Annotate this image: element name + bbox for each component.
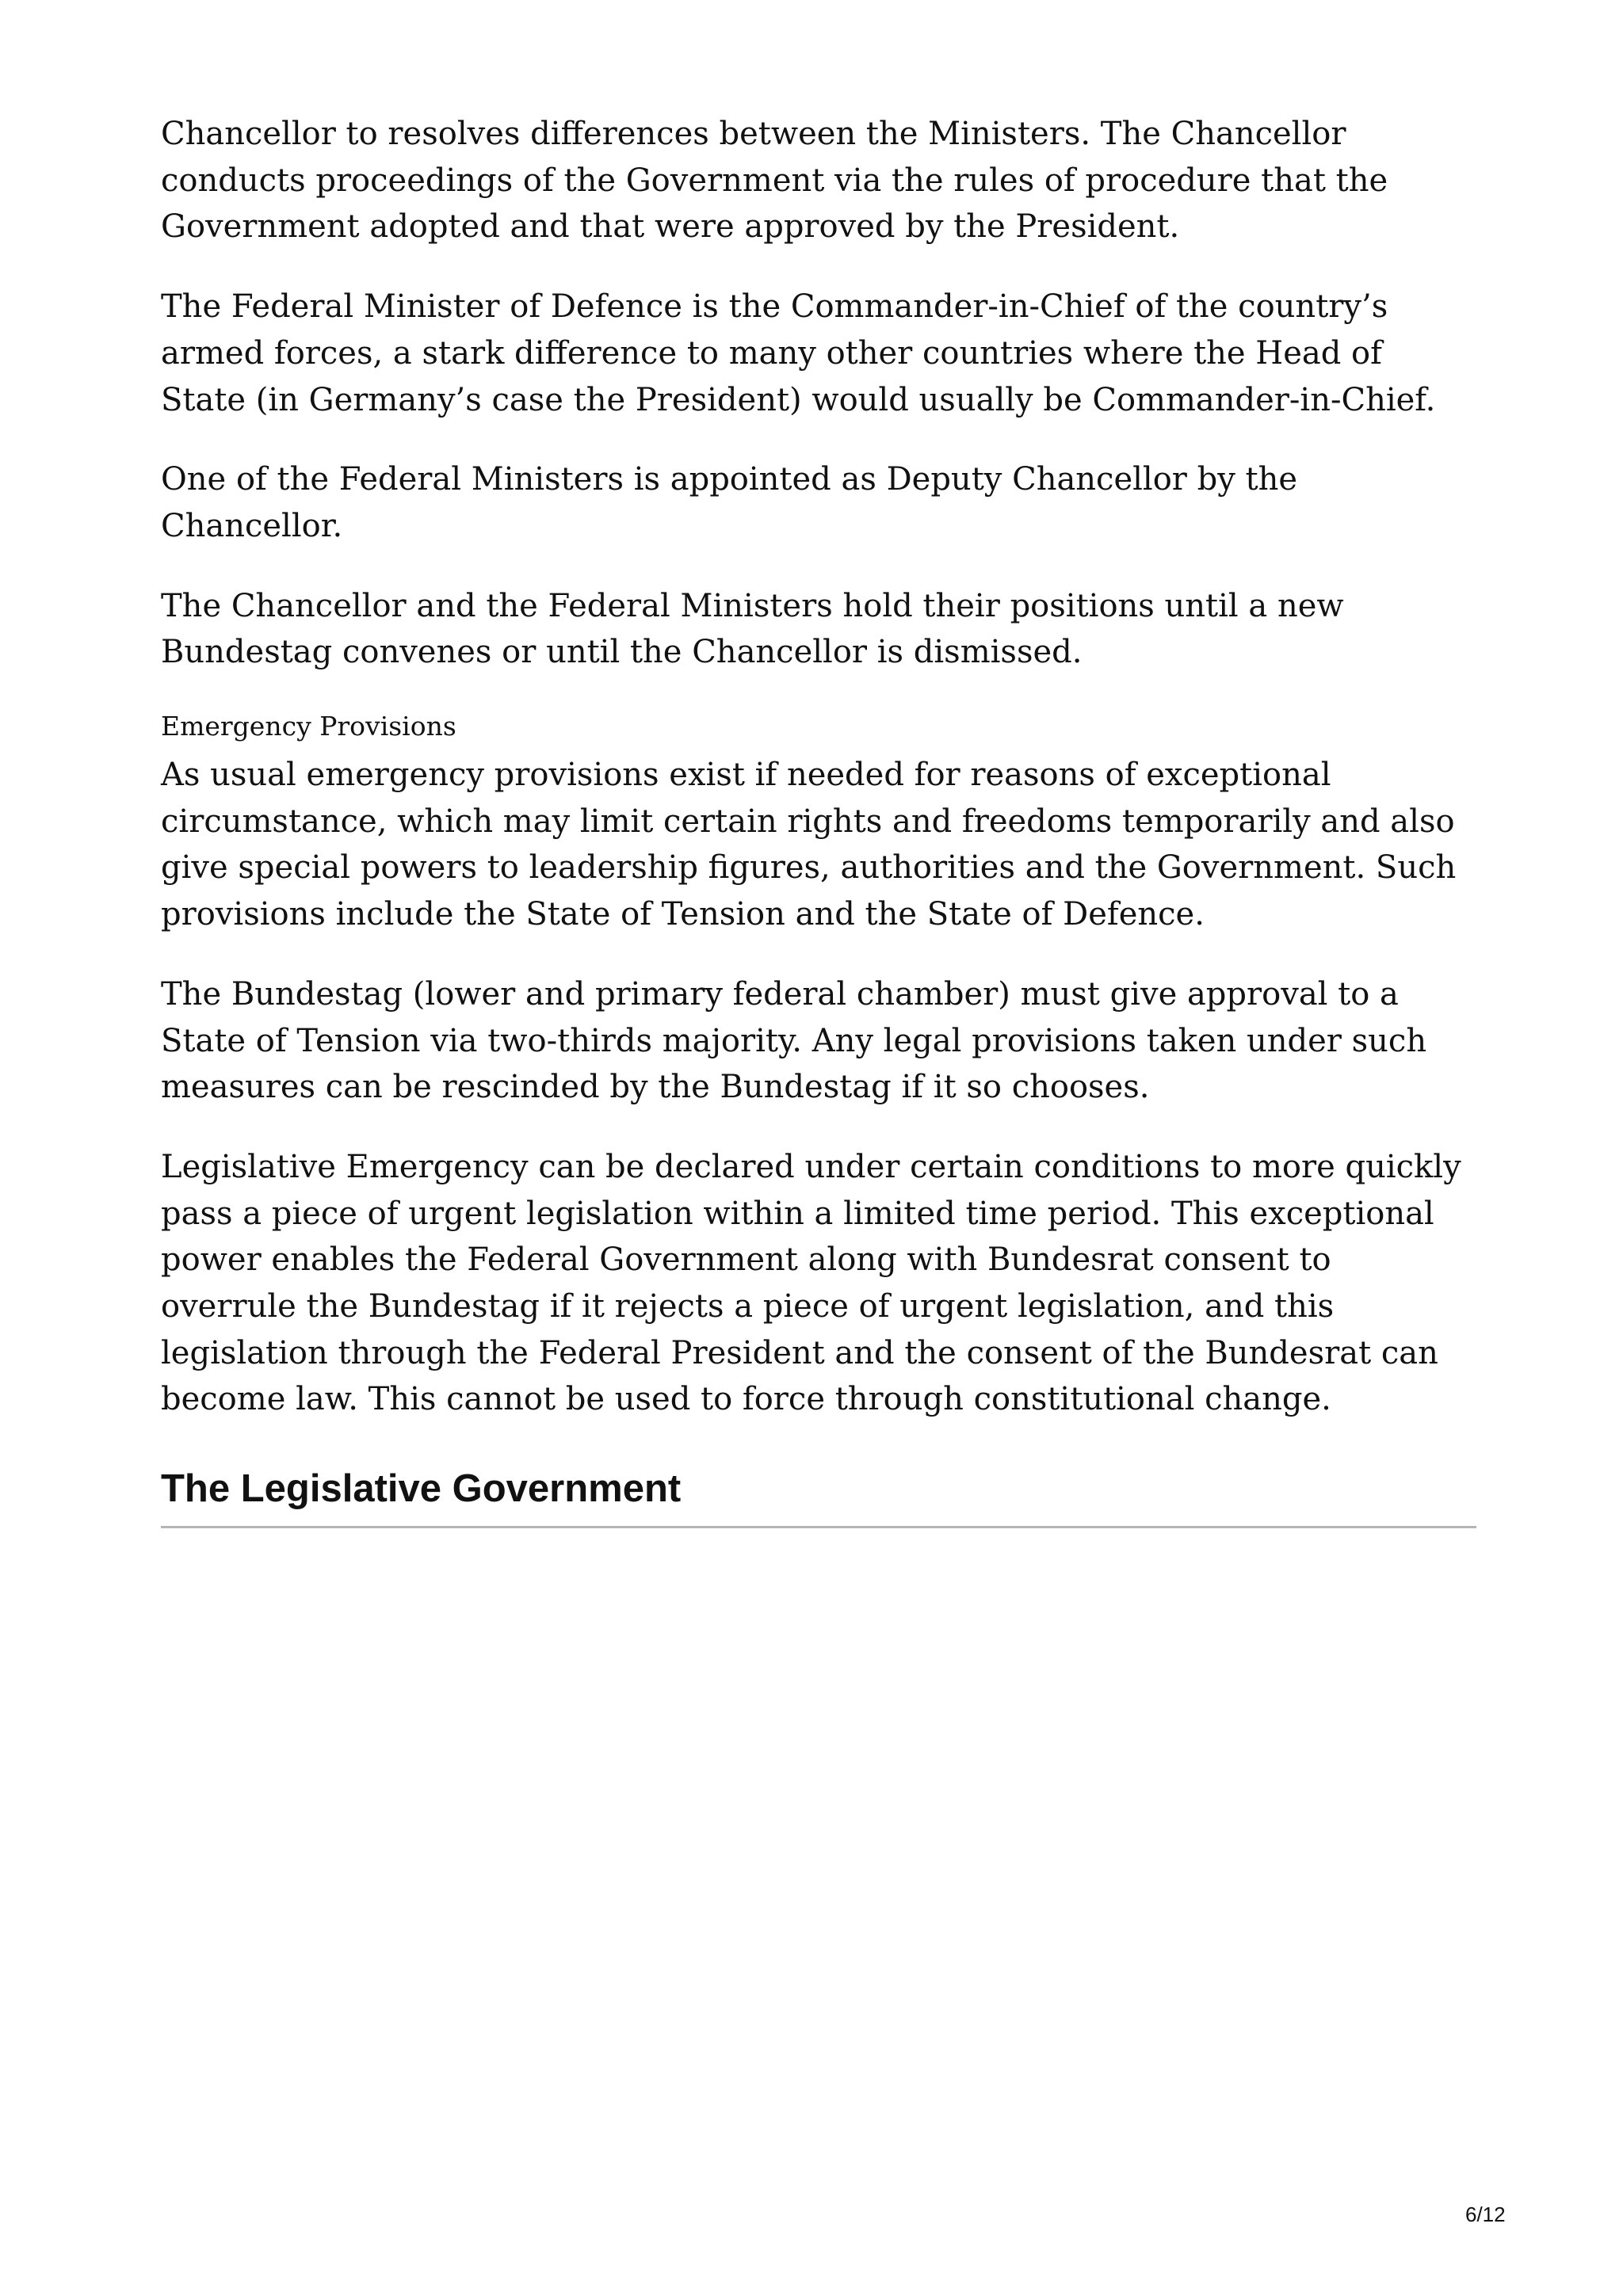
paragraph: The Chancellor and the Federal Ministers hold their positions until a new Bundestag convenes or until the Chancellor is dismissed. [161, 587, 1344, 671]
document-body [161, 111, 1476, 1528]
paragraph: As usual emergency provisions exist if needed for reasons of exceptional circumstance, which may limit certain rights and freedoms temporarily and also give special powers to leadership figures, authorities and the Government. Such provisions include the State of Tension and the State of Defence. [161, 757, 1457, 933]
subheading-emergency-provisions: Emergency Provisions [161, 711, 456, 742]
section-divider [161, 1526, 1476, 1528]
paragraph: The Federal Minister of Defence is the Commander-in-Chief of the country’s armed forces, a stark difference to many other countries where the Head of State (in Germany’s case the President) would usually be Commander-in-Chief. [161, 288, 1436, 418]
section-heading: The Legislative Government [161, 1467, 682, 1511]
paragraph: One of the Federal Ministers is appointed as Deputy Chancellor by the Chancellor. [161, 461, 1298, 544]
paragraph: The Bundestag (lower and primary federal chamber) must give approval to a State of Tension via two-thirds majority. Any legal provisions taken under such measures can be rescinded by the Bundestag if it so chooses. [161, 975, 1427, 1106]
page-number: 6/12 [1465, 2203, 1506, 2226]
paragraph: Chancellor to resolves differences between the Ministers. The Chancellor conducts proceedings of the Government via the rules of procedure that the Government adopted and that were approved by the President. [161, 116, 1388, 246]
paragraph: Legislative Emergency can be declared under certain conditions to more quickly pass a piece of urgent legislation within a limited time period. This exceptional power enables the Federal Government along with Bundesrat consent to overrule the Bundestag if it rejects a piece of urgent legislation, and this legislation through the Federal President and the consent of the Bundesrat can become law. This cannot be used to force through constitutional change. [161, 1148, 1461, 1418]
